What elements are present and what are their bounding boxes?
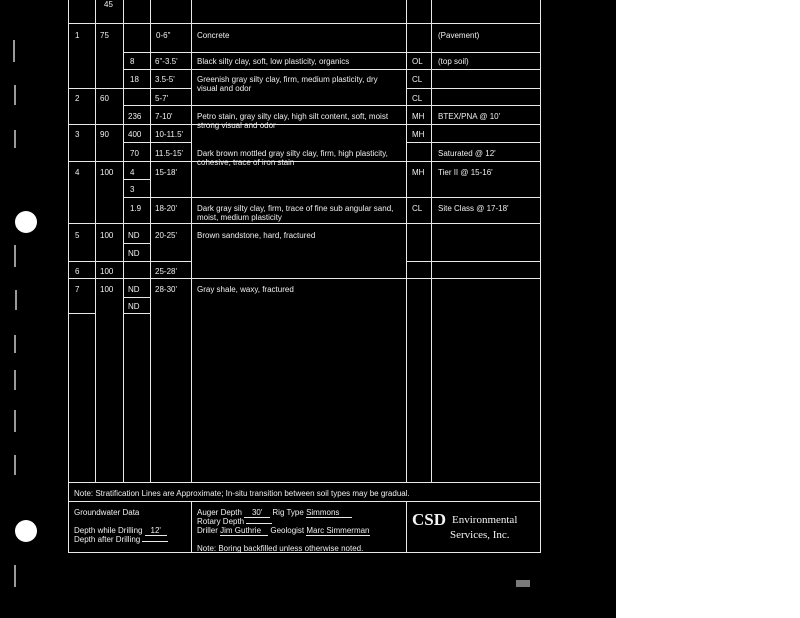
cell-sample: 4 — [75, 168, 80, 177]
row-line — [123, 105, 541, 106]
cell-sample: 2 — [75, 94, 80, 103]
row-line — [68, 223, 541, 224]
depth-after-drilling-text: Depth after Drilling — [74, 535, 141, 544]
row-line — [123, 52, 541, 53]
driller-label: Driller — [197, 526, 218, 535]
edge-mark — [15, 290, 17, 310]
boring-backfill-note: Note: Boring backfilled unless otherwise noted. — [197, 544, 364, 553]
col-line — [431, 0, 432, 482]
cell-sample: 6 — [75, 267, 80, 276]
cell-recovery: 60 — [100, 94, 109, 103]
row-line — [68, 278, 541, 279]
row-line — [68, 313, 95, 314]
cell-spt: ND — [128, 302, 140, 311]
row-line — [406, 88, 541, 89]
cell-spt: 4 — [130, 168, 135, 177]
cell-spt: 3 — [130, 185, 135, 194]
row-line — [123, 313, 150, 314]
cell-spt: 1.9 — [130, 204, 142, 213]
cell-sample: 7 — [75, 285, 80, 294]
cell-depth: 3.5-5' — [155, 75, 175, 84]
cell-depth: 7-10' — [155, 112, 173, 121]
cell-description: Gray shale, waxy, fractured — [197, 285, 294, 294]
cell-recovery: 100 — [100, 231, 114, 240]
row-line — [68, 23, 541, 24]
cell-description: Petro stain, gray silty clay, high silt content, soft, moist strong visual and odor — [197, 112, 389, 130]
cell-uscs: MH — [412, 130, 425, 139]
note-divider — [68, 501, 541, 502]
cell-sample: 3 — [75, 130, 80, 139]
col-line — [150, 0, 151, 482]
cell-description: Dark brown mottled gray silty clay, firm, high plasticity, cohesive, trace of iron stain — [197, 149, 388, 167]
rig-type-label: Rig Type — [272, 508, 304, 517]
cell-remarks: BTEX/PNA @ 10' — [438, 112, 501, 121]
col-line — [191, 0, 192, 482]
auger-depth-value: 30' — [244, 508, 270, 518]
frame-right — [540, 0, 541, 553]
binder-hole-bottom — [15, 520, 37, 542]
cell-depth: 0-6" — [156, 31, 171, 40]
cell-spt: ND — [128, 285, 140, 294]
depth-after-drilling-label — [74, 535, 168, 544]
cell-description: Brown sandstone, hard, fractured — [197, 231, 316, 240]
cell-depth: 15-18' — [155, 168, 177, 177]
edge-mark — [14, 85, 16, 105]
row-line — [123, 179, 150, 180]
cell-depth: 6"-3.5' — [155, 57, 178, 66]
cell-depth: 25-28' — [155, 267, 177, 276]
row-line — [123, 69, 541, 70]
frame-left — [68, 0, 69, 553]
cell-uscs: MH — [412, 168, 425, 177]
col-line — [123, 0, 124, 482]
cell-recovery: 90 — [100, 130, 109, 139]
binder-hole-top — [15, 211, 37, 233]
depth-after-drilling-blank — [142, 541, 168, 542]
cell-description: Concrete — [197, 31, 230, 40]
cell-spt: 70 — [130, 149, 139, 158]
cell-uscs: MH — [412, 112, 425, 121]
row-line — [68, 88, 191, 89]
cell-depth: 28-30' — [155, 285, 177, 294]
geologist-value: Marc Simmerman — [306, 526, 370, 535]
cell-depth: 5-7' — [155, 94, 169, 103]
table-bottom-line — [68, 482, 541, 483]
cell-uscs: CL — [412, 75, 423, 84]
edge-mark — [14, 565, 16, 587]
driller-value: Jim Guthrie — [220, 526, 268, 536]
row-line — [123, 297, 150, 298]
cell-spt: ND — [128, 231, 140, 240]
row-line — [123, 197, 541, 198]
company-name-line-1: Environmental — [452, 514, 518, 526]
top-stub-value: 45 — [104, 0, 113, 9]
groundwater-label: Groundwater Data — [74, 508, 140, 517]
cell-remarks: (top soil) — [438, 57, 469, 66]
edge-mark — [14, 335, 16, 353]
edge-mark — [13, 40, 15, 62]
cell-depth: 18-20' — [155, 204, 177, 213]
rotary-depth-line — [197, 517, 272, 526]
cell-depth: 11.5-15' — [155, 149, 184, 158]
col-line — [406, 0, 407, 482]
depth-while-drilling-value: 12' — [145, 526, 167, 536]
rotary-depth-blank — [246, 523, 272, 524]
edge-mark — [14, 130, 16, 148]
cell-sample: 5 — [75, 231, 80, 240]
edge-mark — [14, 410, 16, 432]
scan-artifact — [516, 580, 530, 587]
rig-type-value: Simmons — [306, 508, 352, 518]
cell-spt: 400 — [128, 130, 142, 139]
row-line — [68, 261, 191, 262]
depth-while-drilling-text: Depth while Drilling — [74, 526, 143, 535]
cell-remarks: (Pavement) — [438, 31, 480, 40]
cell-spt: 236 — [128, 112, 142, 121]
cell-description: Dark gray silty clay, firm, trace of fine sub angular sand, moist, medium plasticity — [197, 204, 394, 222]
cell-depth: 20-25' — [155, 231, 177, 240]
cell-remarks: Tier II @ 15-16' — [438, 168, 493, 177]
cell-recovery: 100 — [100, 168, 114, 177]
cell-depth: 10-11.5' — [155, 130, 184, 139]
footer-col-line — [191, 501, 192, 553]
cell-sample: 1 — [75, 31, 80, 40]
cell-description: Black silty clay, soft, low plasticity, organics — [197, 57, 350, 66]
edge-mark — [14, 455, 16, 475]
cell-recovery: 100 — [100, 285, 114, 294]
cell-recovery: 100 — [100, 267, 114, 276]
cell-spt: ND — [128, 249, 140, 258]
cell-spt: 8 — [130, 57, 135, 66]
row-line — [406, 142, 541, 143]
cell-recovery: 75 — [100, 31, 109, 40]
cell-uscs: CL — [412, 94, 423, 103]
rotary-depth-label: Rotary Depth — [197, 517, 245, 526]
row-line — [123, 243, 150, 244]
cell-remarks: Site Class @ 17-18' — [438, 204, 509, 213]
col-line — [95, 0, 96, 482]
row-line — [406, 261, 541, 262]
cell-spt: 18 — [130, 75, 139, 84]
auger-depth-label: Auger Depth — [197, 508, 242, 517]
cell-uscs: CL — [412, 204, 423, 213]
row-line — [123, 142, 191, 143]
company-logo: CSD — [412, 510, 447, 529]
company-name-line-2: Services, Inc. — [450, 529, 510, 541]
cell-description: Greenish gray silty clay, firm, medium plasticity, dry visual and odor — [197, 75, 378, 93]
cell-uscs: OL — [412, 57, 423, 66]
stratification-note: Note: Stratification Lines are Approximate; In-situ transition between soil types may be gradual. — [74, 489, 410, 498]
footer-col-line — [406, 501, 407, 553]
driller-line — [197, 526, 370, 536]
edge-mark — [14, 370, 16, 390]
cell-remarks: Saturated @ 12' — [438, 149, 496, 158]
edge-mark — [14, 245, 16, 267]
geologist-label: Geologist — [270, 526, 305, 535]
